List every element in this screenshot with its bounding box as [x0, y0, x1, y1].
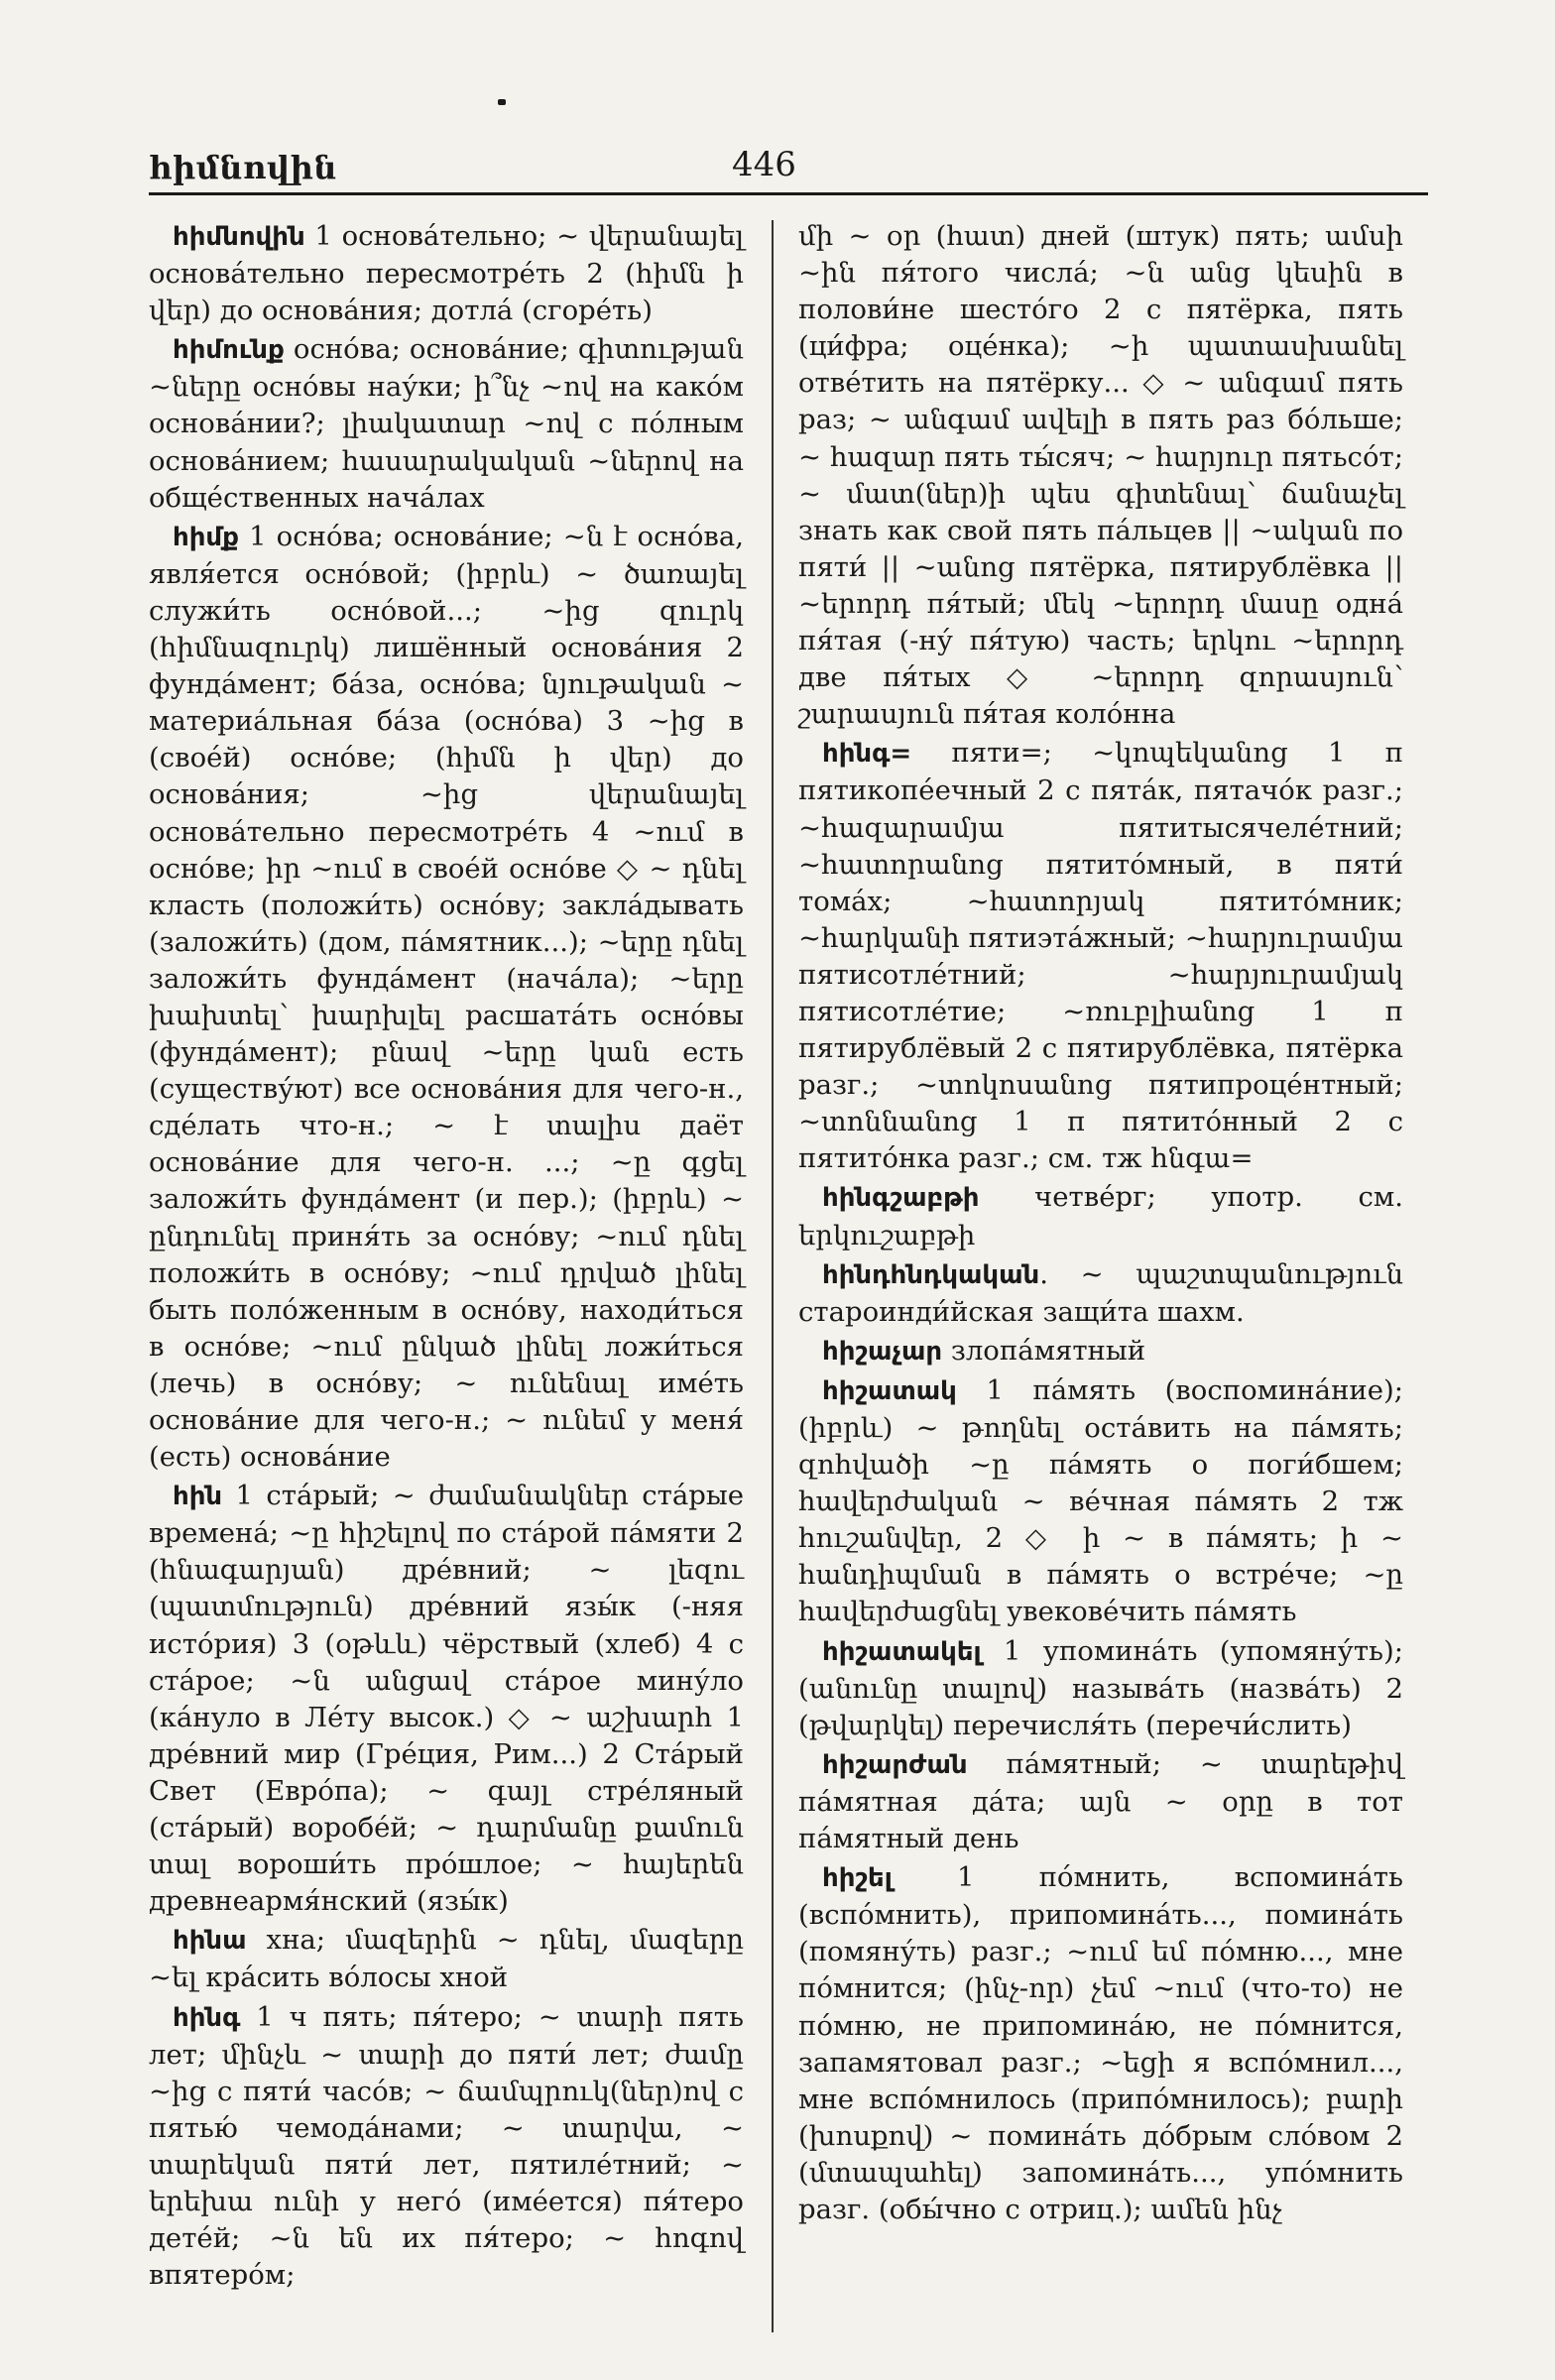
entry-definition: 1 по́мнить, вспомина́ть (вспо́мнить), припомина́ть..., помина́ть (помяну́ть) разг.; ~ում եմ по́мню..., мне по́мнится; (ինչ-որ) չեմ ~ում (что-то) не по́мню, не припомина́ю, не по́мнится, запамятовал разг.; ~եցի я вспо́мнил..., мне вспо́мнилось (припо́мнилось); բարի (խոսքով) ~ помина́ть до́брым сло́вом 2 (մտապահել) запомина́ть..., упо́мнить разг. (обы́чно с отриц.); ամեն ինչ	[798, 1861, 1403, 2225]
entry-headword: հինգ=	[822, 739, 912, 770]
entry-headword: հիշել	[822, 1863, 893, 1894]
dictionary-entry	[798, 1633, 1403, 1744]
dictionary-entry	[798, 1333, 1403, 1370]
entry-definition: . ~ պաշտպանություն староинди́йская защи́та шахм.	[798, 1257, 1403, 1328]
entry-definition: մի ~ օր (հատ) дней (штук) пять; ամսի ~ին пя́того числа́; ~ն անց կեսին в полови́не шесто́го 2 с пятёрка, пять (ци́фра; оце́нка); ~ի պատասխանել отве́тить на пятёрку... ◇ ~ անգամ пять раз; ~ անգամ ավելի в пять раз бо́льше; ~ հազար пять ты́сяч; ~ հարյուր пятьсо́т; ~ մատ(ներ)ի պես գիտենալ՝ ճանաչել знать как свой пять па́льцев || ~ական по пяти́ || ~անոց пятёрка, пятирублёвка || ~երորդ пя́тый; մեկ ~երորդ մասը одна́ пя́тая (-ну́ пя́тую) часть; երկու ~երորդ две пя́тых ◇ ~երորդ զորասյուն՝ շարասյուն пя́тая коло́нна	[798, 220, 1403, 731]
entry-definition: 1 упомина́ть (упомяну́ть); (անունը տալով) называ́ть (назва́ть) 2 (թվարկել) перечисля́ть (перечи́слить)	[798, 1634, 1403, 1741]
entry-definition: 1 па́мять (воспомина́ние); (իբրև) ~ թողնել оста́вить на па́мять; զոհվածի ~ը па́мять о поги́бшем; հավերժական ~ ве́чная па́мять 2 тж հուշանվեր, 2 ◇ ի ~ в па́мять; ի ~ հանդիպման в па́мять о встре́че; ~ը հավերժացնել увекове́чить па́мять	[798, 1373, 1403, 1628]
entry-definition: пяти=; ~կոպեկանոց 1 п пятикопе́ечный 2 с пята́к, пятачо́к разг.; ~հազարամյա пятитысячеле́тний; ~հատորանոց пятито́мный, в пяти́ тома́х; ~հատորյակ пятито́мник; ~հարկանի пятиэта́жный; ~հարյուրամյա пятисотле́тний; ~հարյուրամյակ пятисотле́тие; ~ռուբլիանոց 1 п пятирублёвый 2 с пятирублёвка, пятёрка разг.; ~տոկոսանոց пятипроце́нтный; ~տոննանոց 1 п пятито́нный 2 с пятито́нка разг.; см. тж հնգա=	[798, 737, 1403, 1175]
entry-headword: հինդհնդկական	[822, 1259, 1040, 1290]
dictionary-entry	[798, 218, 1403, 733]
dictionary-entry	[149, 1478, 744, 1920]
entry-headword: հինգ	[173, 2002, 241, 2033]
left-column	[149, 218, 744, 2296]
running-head: հիմնովին	[149, 149, 337, 186]
dictionary-entry	[798, 1372, 1403, 1631]
entry-headword: հիմնովին	[173, 222, 305, 252]
dictionary-entry	[149, 1999, 744, 2295]
page-number: 446	[732, 145, 796, 184]
print-speck	[498, 99, 506, 105]
entry-definition: 1 осно́ва; основа́ние; ~ն է осно́ва, явля́ется осно́вой; (իբրև) ~ ծառայել служи́ть осно́вой...; ~ից զուրկ (հիմնազուրկ) лишённый основа́ния 2 фунда́мент; ба́за, осно́ва; նյութական ~ материа́льная ба́за (осно́ва) 3 ~ից в (свое́й) осно́ве; (հիմն ի վեր) до основа́ния; ~ից վերանայել основа́тельно пересмотре́ть 4 ~ում в осно́ве; իր ~ում в свое́й осно́ве ◇ ~ դնել класть (положи́ть) осно́ву; закла́дывать (заложи́ть) (дом, па́мятник...); ~երը դնել заложи́ть фунда́мент (нача́ла); ~երը խախտել՝ խարխլել расшата́ть осно́вы (фунда́мент); բնավ ~երը կան есть (существу́ют) все основа́ния для чего-н., сде́лать что-н.; ~ է տալիս даёт основа́ние для чего-н. ...; ~ը գցել заложи́ть фунда́мент (и пер.); (իբրև) ~ ընդունել приня́ть за осно́ву; ~ում դնել положи́ть в осно́ву; ~ում դրված լինել быть поло́женным в осно́ву, находи́ться в осно́ве; ~ում ընկած լինել ложи́ться (лечь) в осно́ву; ~ ունենալ име́ть основа́ние для чего-н.; ~ ունեմ у меня́ (есть) основа́ние	[149, 520, 744, 1474]
dictionary-entry	[798, 1256, 1403, 1331]
dictionary-entry	[149, 331, 744, 516]
entry-definition: 1 основа́тельно; ~ վերանայել основа́тельно пересмотре́ть 2 (հիմն ի վեր) до основа́ния; дотла́ (сгоре́ть)	[149, 220, 744, 327]
dictionary-entry	[798, 735, 1403, 1177]
dictionary-entry	[149, 519, 744, 1476]
entry-headword: հիմունք	[173, 335, 285, 366]
entry-headword: հին	[173, 1482, 223, 1512]
entry-definition: осно́ва; основа́ние; գիտության ~ները осно́вы нау́ки; ի՞նչ ~ով на како́м основа́нии?; լիակատար ~ով с по́лным основа́нием; հասարակական ~ներով на обще́ственных нача́лах	[149, 333, 744, 514]
dictionary-entry	[149, 1922, 744, 1996]
column-divider	[772, 220, 774, 2332]
dictionary-entry	[798, 1746, 1403, 1857]
dictionary-entry	[798, 1859, 1403, 2228]
dictionary-entry	[798, 1179, 1403, 1253]
entry-definition: па́мятный; ~ տարեթիվ па́мятная да́та; այն ~ օրը в тот па́мятный день	[798, 1747, 1403, 1855]
entry-headword: հիմք	[173, 522, 239, 552]
entry-definition: злопа́мятный	[942, 1334, 1146, 1367]
entry-headword: հիշատակ	[822, 1375, 957, 1406]
header-rule	[149, 192, 1428, 195]
entry-definition: 1 ста́рый; ~ ժամանակներ ста́рые времена́; ~ը հիշելով по ста́рой па́мяти 2 (հնագարյան) дре́вний; ~ լեզու (պատմություն) дре́вний язы́к (-няя исто́рия) 3 (օթևև) чёрствый (хлеб) 4 с ста́рое; ~ն անցավ ста́рое мину́ло (ка́нуло в Ле́ту высок.) ◇ ~ աշխարհ 1 дре́вний мир (Гре́ция, Рим...) 2 Ста́рый Свет (Евро́па); ~ գայլ стре́ляный (ста́рый) воробе́й; ~ դարմանը քամուն տալ вороши́ть про́шлое; ~ հայերեն древнеармя́нский (язы́к)	[149, 1480, 744, 1918]
entry-headword: հինգշաբթի	[822, 1183, 980, 1214]
entry-headword: հիշատակել	[822, 1636, 982, 1667]
entry-headword: հիշաչար	[822, 1336, 943, 1367]
entry-definition: хна; մազերին ~ դնել, մազերը ~ել кра́сить во́лосы хной	[149, 1924, 744, 1994]
entry-headword: հինա	[173, 1926, 247, 1957]
entry-definition: 1 ч пять; пя́теро; ~ տարի пять лет; մինչև ~ տարի до пяти́ лет; ժամը ~ից с пяти́ часо́в; ~ ճամպրուկ(ներ)ով с пятью́ чемода́нами; ~ տարվա, ~ տարեկան пяти́ лет, пятиле́тний; ~ երեխա ունի у него́ (име́ется) пя́теро дете́й; ~ն են их пя́теро; ~ հոգով впятеро́м;	[149, 2000, 744, 2292]
dictionary-entry	[149, 218, 744, 329]
entry-headword: հիշարժան	[822, 1749, 968, 1780]
right-column	[798, 218, 1403, 2230]
entry-definition: четве́рг; употр. см. երկուշաբթի	[798, 1181, 1403, 1251]
